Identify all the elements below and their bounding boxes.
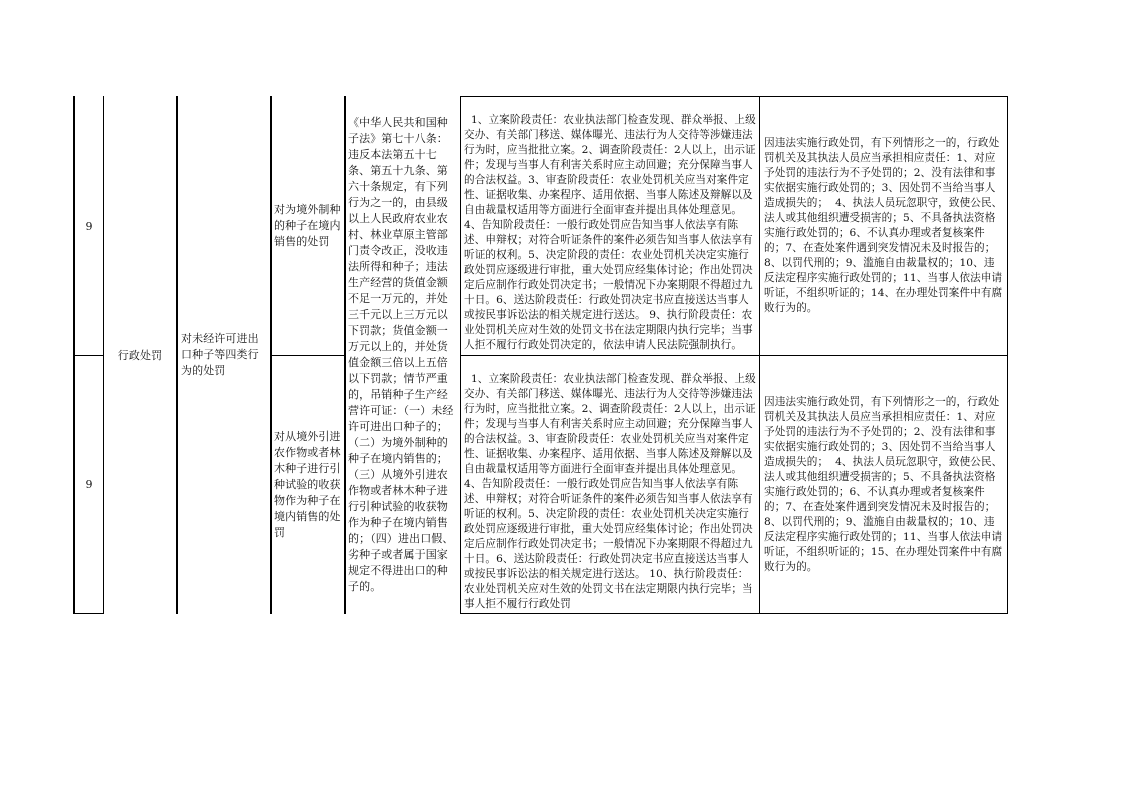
grid-v-6 <box>460 96 461 614</box>
row-1-index <box>75 97 103 355</box>
row-1-responsibility <box>462 98 758 354</box>
power-name-text: 对未经许可进出口种子等四类行为的处罚 <box>181 332 259 377</box>
grid-v-8 <box>1007 96 1008 614</box>
grid-v-5 <box>344 96 346 614</box>
grid-v-2 <box>103 96 104 614</box>
row-1-item-name-text: 对为境外制种的种子在境内销售的处罚 <box>274 203 341 248</box>
grid-bottom-left <box>73 613 104 614</box>
row-1-item-name <box>272 97 344 355</box>
power-type-text: 行政处罚 <box>117 348 163 362</box>
row-2-responsibility-text: 1、立案阶段责任：农业执法部门检查发现、群众举报、上级交办、有关部门移送、媒体曝光、违法行为人交待等涉嫌违法行为时，应当批批立案。2、调查阶段责任：2人以上，出示证件；发现与当事人有利害关系时应主动回避；充分保障当事人的合法权益。3、审查阶段责任：农业处罚机关应当对案件定性、证据收集、办案程序、适用依据、当事人陈述及辩解以及自由裁量权适用等方面进行全面审查并提出具体处理意见。4、告知阶段责任：一般行政处罚应告知当事人依法享有陈述、申辩权；对符合听证条件的案件必须告知当事人依法享有听证的权利。5、决定阶段的责任：农业处罚机关决定实施行政处罚应逐级进行审批，重大处罚应经集体讨论；作出处罚决定后应制作行政处罚决定书；一般情况下办案期限不得超过九十日。6、送达阶段责任：行政处罚决定书应直接送达当事人或按民事诉讼法的相关规定进行送达。 10、执行阶段责任：农业处罚机关应对生效的处罚文书在法定期限内执行完毕；当事人拒不履行行政处罚 <box>464 373 756 610</box>
row-2-liability <box>761 357 1007 612</box>
row-1-index-text: 9 <box>85 219 93 233</box>
row-2-liability-text: 因违法实施行政处罚，有下列情形之一的，行政处罚机关及其执法人员应当承担相应责任：1、对应予处罚的违法行为不予处罚的；2、没有法律和事实依据实施行政处罚的；3、因处罚不当给当事人造成损失的； 4、执法人员玩忽职守，致使公民、法人或其他组织遭受损害的；5、不具备执法资格实施行政处罚的；6、不认真办理或者复核案件的；7、在查处案件遇到突发情况未及时报告的；8、以罚代刑的；9、滥施自由裁量权的；10、违反法定程序实施行政处罚的；11、当事人依法申请听证，不组织听证的；15、在办理处罚案件中有腐败行为的。 <box>764 395 1003 573</box>
row-2-index-text: 9 <box>85 478 93 491</box>
row-2-responsibility <box>462 357 758 612</box>
row-2-index <box>75 356 103 613</box>
row-1-liability-text: 因违法实施行政处罚，有下列情形之一的，行政处罚机关及其执法人员应当承担相应责任：1、对应予处罚的违法行为不予处罚的；2、没有法律和事实依据实施行政处罚的；3、因处罚不当给当事人造成损失的； 4、执法人员玩忽职守，致使公民、法人或其他组织遭受损害的；5、不具备执法资格实施行政处罚的；6、不认真办理或者复核案件的；7、在查处案件遇到突发情况未及时报告的；8、以罚代刑的；9、滥施自由裁量权的；10、违反法定程序实施行政处罚的；11、当事人依法申请听证，不组织听证的；14、在办理处罚案件中有腐败行为的。 <box>764 137 1003 314</box>
grid-mid-right <box>460 355 1008 356</box>
row-1-liability <box>761 98 1007 354</box>
power-name-cell <box>178 97 270 613</box>
grid-mid-item <box>271 355 345 356</box>
legal-basis-cell <box>346 97 459 613</box>
grid-v-7 <box>759 96 760 614</box>
grid-v-3 <box>176 96 178 614</box>
grid-bottom-right <box>460 613 1008 614</box>
row-1-responsibility-text: 1、立案阶段责任：农业执法部门检查发现、群众举报、上级交办、有关部门移送、媒体曝光、违法行为人交待等涉嫌违法行为时，应当批批立案。2、调查阶段责任：2人以上，出示证件；发现与当事人有利害关系时应主动回避；充分保障当事人的合法权益。3、审查阶段责任：农业处罚机关应当对案件定性、证据收集、办案程序、适用依据、当事人陈述及辩解以及自由裁量权适用等方面进行全面审查并提出具体处理意见。4、告知阶段责任：一般行政处罚应告知当事人依法享有陈述、申辩权；对符合听证条件的案件必须告知当事人依法享有听证的权利。5、决定阶段的责任：农业处罚机关决定实施行政处罚应逐级进行审批，重大处罚应经集体讨论；作出处罚决定后应制作行政处罚决定书；一般情况下办案期限不得超过九十日。6、送达阶段责任：行政处罚决定书应直接送达当事人或按民事诉讼法的相关规定进行送达。 9、执行阶段责任：农业处罚机关应对生效的处罚文书在法定期限内执行完毕；当事人拒不履行行政处罚决定的，依法申请人民法院强制执行。 <box>464 114 756 351</box>
power-type-cell <box>104 97 176 613</box>
grid-v-4 <box>270 96 272 614</box>
row-2-item-name <box>272 356 344 613</box>
grid-top-right <box>460 96 1008 97</box>
legal-basis-text: 《中华人民共和国种子法》第七十八条：违反本法第五十七条、第五十九条、第六十条规定，有下列行为之一的，由县级以上人民政府农业农村、林业草原主管部门责令改正，没收违法所得和种子；违法生产经营的货值金额不足一万元的，并处三千元以上三万元以下罚款；货值金额一万元以上的，并处货值金额三倍以上五倍以下罚款；情节严重的，吊销种子生产经营许可证：（一）未经许可进出口种子的；（二）为境外制种的种子在境内销售的；（三）从境外引进农作物或者林木种子进行引种试验的收获物作为种子在境内销售的；（四）进出口假、劣种子或者属于国家规定不得进出口的种子的。 <box>348 116 454 593</box>
grid-mid-left <box>73 355 104 356</box>
row-2-item-name-text: 对从境外引进农作物或者林木种子进行引种试验的收获物作为种子在境内销售的处罚 <box>274 429 341 539</box>
grid-v-1 <box>73 96 75 614</box>
